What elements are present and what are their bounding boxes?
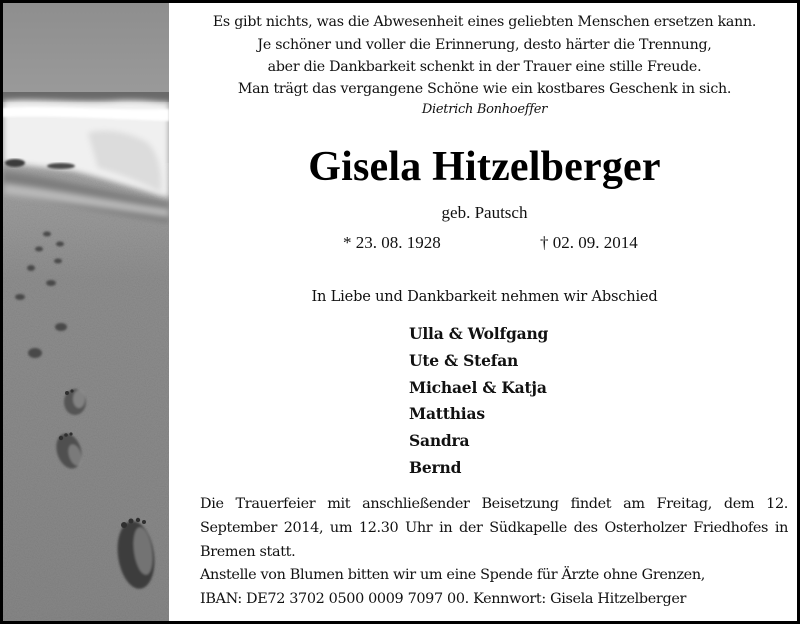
mourner-name: Sandra — [409, 431, 470, 451]
birth-date: * 23. 08. 1928 — [343, 233, 441, 252]
farewell-line: In Liebe und Dankbarkeit nehmen wir Abschied — [311, 288, 658, 305]
quote-line-1: Es gibt nichts, was die Abwesenheit eines geliebten Menschen ersetzen kann. — [212, 14, 757, 30]
quote-author: Dietrich Bonhoeffer — [421, 102, 548, 117]
quote-line-4: Man trägt das vergangene Schöne wie ein kostbares Geschenk in sich. — [237, 81, 732, 97]
quote-line-3: aber die Dankbarkeit schenkt in der Trauer eine stille Freude. — [267, 59, 702, 75]
mourner-name: Bernd — [409, 457, 462, 477]
quote-line-2: Je schöner und voller die Erinnerung, desto härter die Trennung, — [257, 37, 712, 53]
death-date: † 02. 09. 2014 — [540, 233, 638, 252]
deceased-name: Gisela Hitzelberger — [308, 144, 661, 190]
obituary-text-column — [169, 3, 800, 621]
funeral-notice — [200, 493, 788, 612]
donation-bank-details: IBAN: DE72 3702 0500 0009 7097 00. Kennwort: Gisela Hitzelberger — [200, 591, 687, 608]
mourners-list — [409, 321, 548, 482]
beach-footprints-photo — [3, 3, 169, 621]
mourner-name: Ute & Stefan — [409, 350, 519, 370]
donation-request: Anstelle von Blumen bitten wir um eine Spende für Ärzte ohne Grenzen, — [200, 567, 705, 584]
funeral-service-info: Die Trauerfeier mit anschließender Beisetzung findet am Freitag, dem 12. September 2014, um 12.30 Uhr in der Südkapelle des Osterholzer Friedhofes in Bremen statt. — [200, 496, 788, 560]
mourner-name: Michael & Katja — [409, 377, 547, 397]
maiden-name: geb. Pautsch — [441, 203, 528, 222]
mourner-name: Matthias — [409, 404, 485, 424]
mourner-name: Ulla & Wolfgang — [409, 324, 549, 343]
beach-photo-illustration — [3, 3, 169, 621]
